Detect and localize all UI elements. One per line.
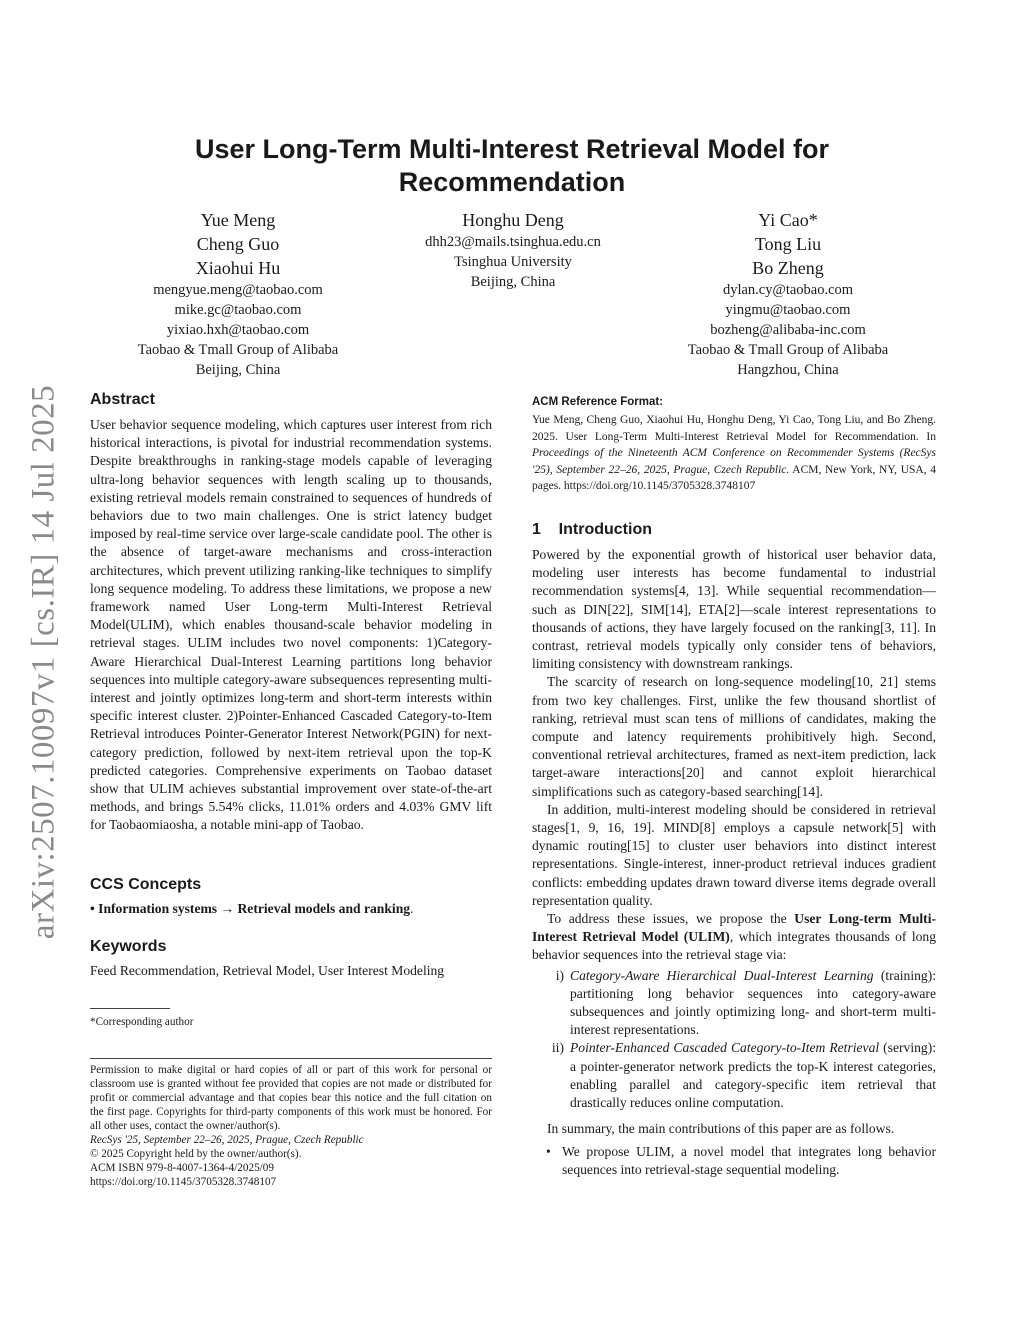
bullet-icon: • [546, 1143, 551, 1159]
author-affiliation: Tsinghua University [454, 254, 572, 270]
author-name: Yue Meng [200, 210, 276, 230]
acm-ref-part1: Yue Meng, Cheng Guo, Xiaohui Hu, Honghu Deng, Yi Cao, Tong Liu, and Bo Zheng. 2025. User Long-Term Multi-Interest Retrieval Model for Recommendation. In [532, 414, 936, 443]
list-item-title: Category-Aware Hierarchical Dual-Interest Learning [570, 967, 874, 983]
author-affiliation: Taobao & Tmall Group of Alibaba [687, 342, 889, 358]
author-name: Honghu Deng [462, 210, 564, 230]
author-block-right [658, 208, 918, 380]
author-location: Beijing, China [195, 362, 281, 378]
intro-paragraph [532, 910, 936, 965]
intro-paragraph: In addition, multi-interest modeling should be considered in retrieval stages[1, 9, 16, 19]. MIND[8] employs a capsule network[5] with dynamic routing[15] to cluster user behaviors into distinct interest representations. Single-interest, inner-product retrieval induces gradient conflicts: embedding updates drawn toward diverse items degrade overall representation quality. [532, 801, 936, 908]
author-block-middle [388, 208, 638, 292]
abstract-heading: Abstract [90, 391, 155, 408]
author-name: Tong Liu [754, 234, 822, 254]
acm-ref-part2: ACM, New York, NY, USA, 4 pages. https://doi.org/10.1145/3705328.3748107 [532, 463, 936, 492]
contribution-list [532, 967, 936, 1113]
intro-summary: In summary, the main contributions of this paper are as follows. [547, 1121, 895, 1137]
acm-ref-italic: Proceedings of the Nineteenth ACM Conference on Recommender Systems (RecSys '25), September 22–26, 2025, Prague, Czech Republic. [532, 447, 936, 476]
paper-title [88, 133, 936, 199]
author-email: dhh23@mails.tsinghua.edu.cn [425, 234, 601, 250]
abstract-text: User behavior sequence modeling, which captures user interest from rich historical interactions, is pivotal for industrial recommendation systems. Despite breakthroughs in ranking-stage models capable of leveraging ultra-long behavior sequences with length scaling up to thousands, existing retrieval models remain constrained to sequences of hundreds of behaviors due to two main challenges. One is strict latency budget imposed by real-time service over large-scale candidate pool. The other is the absence of target-aware mechanisms and cross-interaction architectures, which prevent utilizing ranking-like techniques to simplify long sequence modeling. To address these limitations, we propose a new framework named User Long-term Multi-Interest Retrieval Model(ULIM), which enables thousand-scale behavior modeling in retrieval stages. ULIM includes two novel components: 1)Category-Aware Hierarchical Dual-Interest Learning partitions long behavior sequences into multiple category-aware subsequences representing multi-interest and jointly optimizes long-term and short-term interests within specific interest cluster. 2)Pointer-Enhanced Cascaded Category-to-Item Retrieval introduces Pointer-Generator Interest Network(PGIN) for next-category prediction, followed by next-item retrieval upon the top-K predicted categories. Comprehensive experiments on Taobao dataset show that ULIM achieves substantial improvement over state-of-the-art methods, and brings 5.54% clicks, 11.01% orders and 4.03% GMV lift for Taobaomiaosha, a notable mini-app of Taobao. [90, 417, 492, 833]
author-email: yixiao.hxh@taobao.com [166, 322, 310, 338]
ccs-concept-trail: . [410, 901, 414, 916]
permission-block [90, 1063, 492, 1189]
permission-text: Permission to make digital or hard copies of all or part of this work for personal or classroom use is granted without fee provided that copies are not made or distributed for profit or commercial advantage and that copies bear this notice and the full citation on the first page. Copyrights for third-party components of this work must be honored. For all other uses, contact the owner/author(s). [90, 1064, 492, 1132]
ccs-heading: CCS Concepts [90, 876, 202, 893]
list-item-number: i) [555, 967, 564, 983]
permission-venue: RecSys '25, September 22–26, 2025, Prague, Czech Republic [90, 1134, 364, 1146]
author-location: Beijing, China [470, 274, 556, 290]
permission-isbn: ACM ISBN 979-8-4007-1364-4/2025/09 [90, 1162, 274, 1174]
ccs-concept-bold: • Information systems → Retrieval models and ranking [90, 901, 411, 916]
permission-doi-link[interactable]: https://doi.org/10.1145/3705328.3748107 [90, 1176, 277, 1188]
list-item-number: ii) [551, 1040, 564, 1056]
author-block-left [108, 208, 368, 380]
footnote-text: *Corresponding author [90, 1016, 194, 1028]
arxiv-sidebar [0, 0, 88, 1325]
permission-rule [90, 1058, 492, 1059]
intro-paragraph: The scarcity of research on long-sequence modeling[10, 21] stems from two key challenges. First, unlike the few thousand shortlist of ranking, retrieval must scan tens of millions of candidates, making the compute and latency requirements prohibitively high. Second, conventional retrieval architectures, framed as next-item prediction, lack target-aware interactions[20] and cannot exploit hierarchical simplifications such as category-based searching[14]. [532, 674, 936, 799]
permission-copyright: © 2025 Copyright held by the owner/author(s). [90, 1148, 302, 1160]
author-email: dylan.cy@taobao.com [722, 282, 854, 298]
list-item-text: (serving): a pointer-generator network predicts the top-K interest categories, enabling parallel and category-specific item retrieval that drastically reduces online computation. [570, 1040, 936, 1111]
author-name: Cheng Guo [196, 234, 280, 254]
author-name: Bo Zheng [752, 258, 824, 278]
acm-ref-text [532, 412, 936, 495]
author-email: yingmu@taobao.com [725, 302, 851, 318]
arxiv-id: arXiv:2507.10097v1 [cs.IR] 14 Jul 2025 [25, 384, 62, 940]
author-affiliation: Taobao & Tmall Group of Alibaba [137, 342, 339, 358]
intro-heading: 1 Introduction [532, 521, 652, 538]
author-name: Xiaohui Hu [195, 258, 281, 278]
bullet-item [532, 1143, 936, 1179]
list-item-text: (training): partitioning long behavior sequences into category-aware subsequences and jointly optimizing long- and short-term multi-interest representations. [570, 967, 936, 1038]
intro-body [532, 546, 936, 1179]
bullet-text: We propose ULIM, a novel model that integrates long behavior sequences into retrieval-stage sequential modeling. [562, 1143, 936, 1177]
keywords-text: Feed Recommendation, Retrieval Model, User Interest Modeling [90, 963, 445, 978]
list-item [540, 1039, 936, 1112]
intro-p4-a: To address these issues, we propose the [547, 911, 795, 927]
footnote-rule [90, 1008, 170, 1009]
title-line-2: Recommendation [398, 167, 626, 197]
list-item-title: Pointer-Enhanced Cascaded Category-to-Item Retrieval [570, 1040, 880, 1056]
author-name: Yi Cao* [758, 210, 818, 230]
author-email: bozheng@alibaba-inc.com [710, 322, 866, 338]
keywords-heading: Keywords [90, 938, 167, 955]
ulim-name: User Long-term Multi-Interest Retrieval Model (ULIM) [532, 911, 937, 945]
author-email: mengyue.meng@taobao.com [153, 282, 323, 298]
title-line-1: User Long-Term Multi-Interest Retrieval Model for [194, 134, 830, 164]
author-email: mike.gc@taobao.com [174, 302, 302, 318]
intro-paragraph: Powered by the exponential growth of historical user behavior data, modeling user interests has become fundamental to industrial recommendation systems[4, 13]. While sequential recommendation—such as DIN[22], SIM[14], ETA[2]—scale interest representations to thousands of actions, they have largely focused on the ranking[3, 11]. In contrast, retrieval models typically only consider tens of behaviors, limiting consistency with downstream rankings. [532, 547, 936, 672]
acm-ref-heading: ACM Reference Format: [532, 396, 663, 408]
list-item [540, 967, 936, 1040]
ccs-concept [90, 900, 413, 918]
author-location: Hangzhou, China [737, 362, 839, 378]
intro-p4-c: , which integrates thousands of long behavior sequences into the retrieval stage via: [532, 929, 936, 963]
